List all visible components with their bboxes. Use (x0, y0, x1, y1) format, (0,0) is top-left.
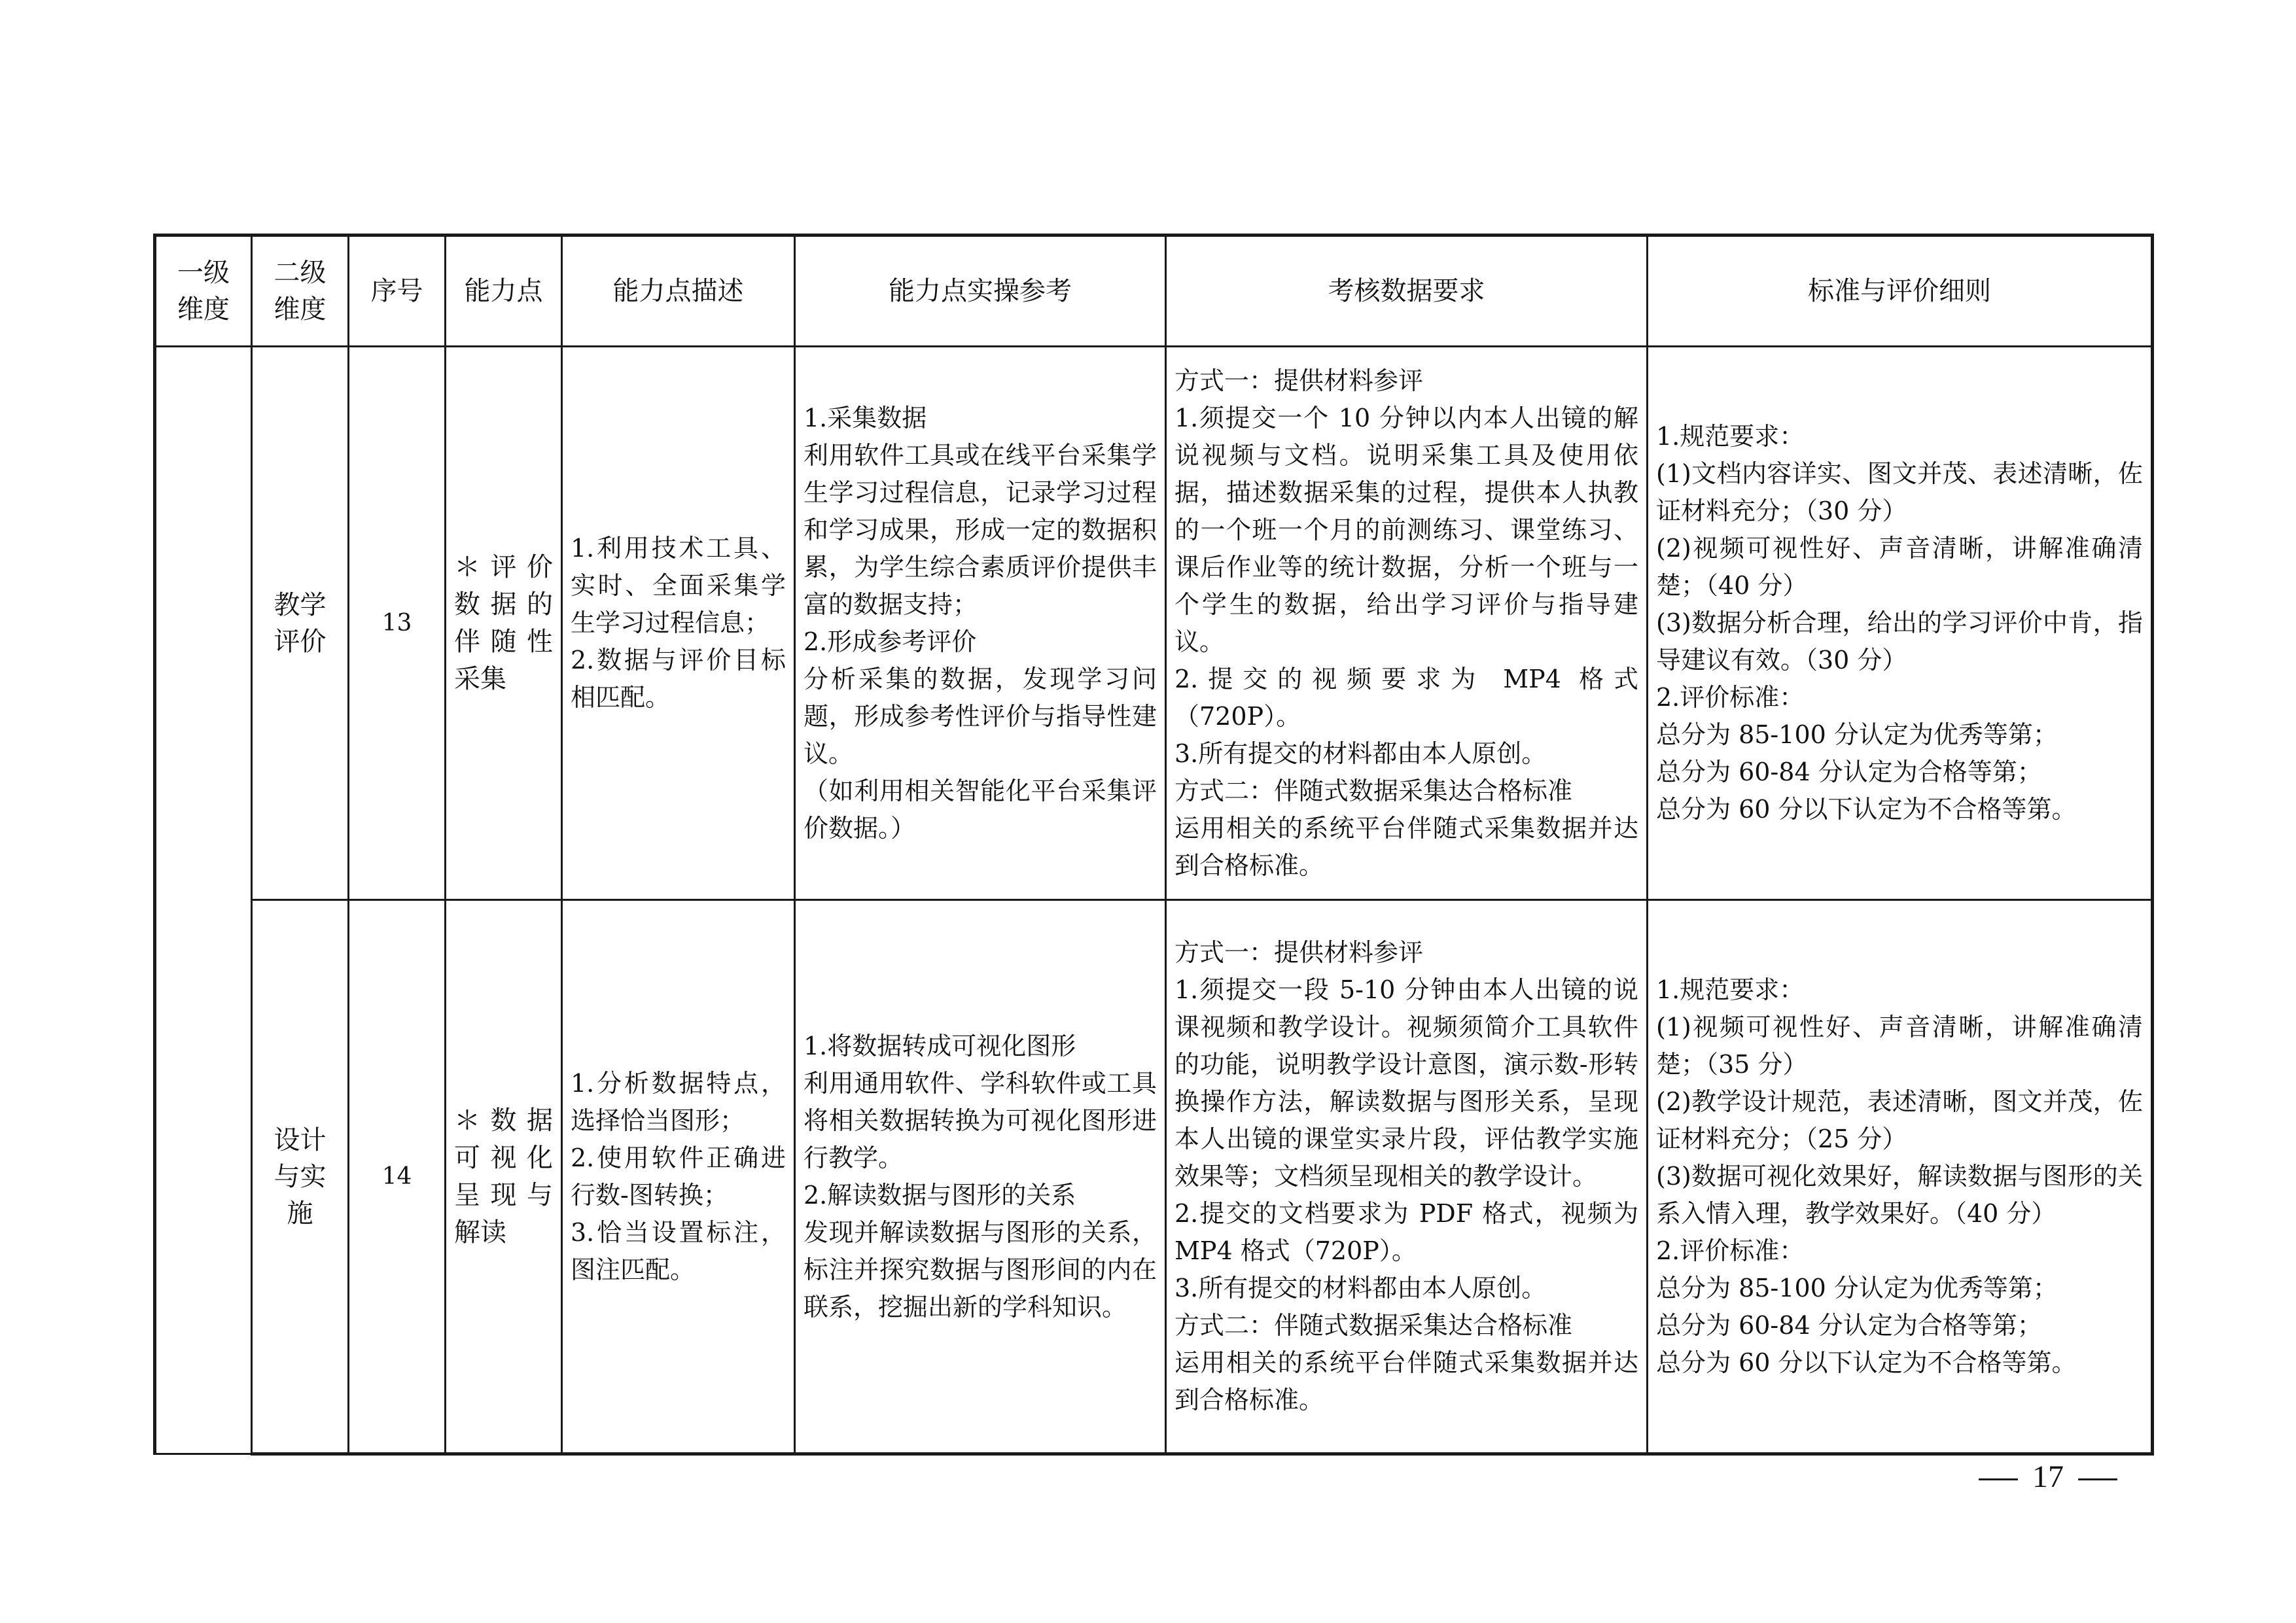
data-requirement-item: 2.提交的视频要求为 MP4 格式（720P）。 (1174, 664, 1638, 731)
criteria-item: 总分为 60-84 分认定为合格等第； (1656, 758, 2042, 786)
data-requirement-item: 运用相关的系统平台伴随式采集数据并达到合格标准。 (1174, 1348, 1638, 1414)
description-item: 1.利用技术工具、实时、全面采集学生学习过程信息； (571, 534, 786, 637)
level1-cell (155, 347, 252, 1454)
criteria-item: 1.规范要求： (1656, 975, 1805, 1004)
data-requirement-item: 运用相关的系统平台伴随式采集数据并达到合格标准。 (1174, 813, 1638, 880)
criteria-item: (3)数据分析合理，给出的学习评价中肯，指导建议有效。（30 分） (1656, 608, 2143, 674)
level2-cell (252, 347, 349, 900)
header-level2-line2: 维度 (274, 294, 327, 324)
header-seq: 序号 (349, 236, 446, 347)
header-level1-line1: 一级 (177, 258, 230, 288)
criteria-cell (1648, 900, 2153, 1454)
data-requirement-item: 3.所有提交的材料都由本人原创。 (1174, 739, 1547, 768)
criteria-item: 2.评价标准： (1656, 1236, 1805, 1265)
header-level1 (155, 236, 252, 347)
criteria-item: (2)教学设计规范，表述清晰，图文并茂，佐证材料充分；（25 分） (1656, 1087, 2143, 1153)
criteria-item: 总分为 60-84 分认定为合格等第； (1656, 1311, 2042, 1340)
description-cell (562, 900, 795, 1454)
data-requirement-item: 方式二：伴随式数据采集达合格标准 (1174, 1311, 1573, 1340)
seq-cell: 13 (349, 347, 446, 900)
criteria-item: 2.评价标准： (1656, 683, 1805, 712)
criteria-item: 总分为 85-100 分认定为优秀等第； (1656, 1274, 2058, 1302)
data-requirement-item: 方式一：提供材料参评 (1174, 938, 1424, 967)
description-item: 3.恰当设置标注，图注匹配。 (571, 1217, 786, 1284)
data-requirement-item: 1.须提交一段 5-10 分钟由本人出镜的说课视频和教学设计。视频须简介工具软件的功能，说明教学设计意图，演示数-形转换操作方法，解读数据与图形关系，呈现本人出镜的课堂实录片段，评估教学实施效果等；文档须呈现相关的教学设计。 (1174, 975, 1638, 1191)
data-requirements-cell (1166, 347, 1648, 900)
data-requirement-item: 1.须提交一个 10 分钟以内本人出镜的解说视频与文档。说明采集工具及使用依据，描述数据采集的过程，提供本人执教的一个班一个月的前测练习、课堂练习、课后作业等的统计数据，分析一个班与一个学生的数据，给出学习评价与指导建议。 (1174, 403, 1638, 656)
page-number (1950, 1457, 2146, 1497)
table-row (155, 347, 2153, 900)
data-requirements-cell (1166, 900, 1648, 1454)
ability-line: 采集 (454, 663, 506, 694)
ability-line: 数据的 (454, 589, 553, 620)
ability-cell (446, 900, 562, 1454)
criteria-item: 1.规范要求： (1656, 422, 1805, 451)
page-number-value: 17 (2032, 1459, 2064, 1494)
description-item: 1.分析数据特点，选择恰当图形； (571, 1068, 786, 1135)
table-row (155, 900, 2153, 1454)
practice-item: 2.解读数据与图形的关系 (804, 1180, 1076, 1210)
header-level2 (252, 236, 349, 347)
criteria-item: 总分为 60 分以下认定为不合格等第。 (1656, 1348, 2077, 1377)
level2-line: 设计 (274, 1125, 327, 1155)
seq-cell: 14 (349, 900, 446, 1454)
header-criteria: 标准与评价细则 (1648, 236, 2153, 347)
practice-item: 利用通用软件、学科软件或工具将相关数据转换为可视化图形进行教学。 (804, 1068, 1157, 1172)
description-cell (562, 347, 795, 900)
ability-line: 伴随性 (454, 626, 553, 657)
criteria-item: (1)文档内容详实、图文并茂、表述清晰，佐证材料充分；（30 分） (1656, 459, 2143, 525)
practice-item: 2.形成参考评价 (804, 627, 977, 656)
practice-item: 1.采集数据 (804, 403, 927, 432)
ability-line: 解读 (454, 1217, 506, 1248)
criteria-cell (1648, 347, 2153, 900)
data-requirement-item: 2.提交的文档要求为 PDF 格式，视频为 MP4 格式（720P）。 (1174, 1199, 1638, 1265)
ability-line: 可视化 (454, 1142, 553, 1173)
header-level1-line2: 维度 (177, 294, 230, 324)
practice-item: （如利用相关智能化平台采集评价数据。） (804, 776, 1157, 843)
criteria-item: (1)视频可视性好、声音清晰，讲解准确清楚；（35 分） (1656, 1013, 2143, 1079)
practice-cell (795, 347, 1166, 900)
header-level2-line1: 二级 (274, 258, 327, 288)
ability-line: ＊评价 (454, 551, 553, 582)
practice-item: 1.将数据转成可视化图形 (804, 1031, 1076, 1060)
description-item: 2.使用软件正确进行数-图转换； (571, 1143, 786, 1210)
header-ability: 能力点 (446, 236, 562, 347)
header-description: 能力点描述 (562, 236, 795, 347)
level2-line: 与实 (274, 1161, 327, 1192)
header-practice: 能力点实操参考 (795, 236, 1166, 347)
level2-line: 教学 (274, 589, 327, 620)
description-item: 2.数据与评价目标相匹配。 (571, 646, 786, 712)
criteria-item: 总分为 85-100 分认定为优秀等第； (1656, 720, 2058, 749)
page-number-dash-left (1979, 1478, 2018, 1480)
data-requirement-item: 方式二：伴随式数据采集达合格标准 (1174, 776, 1573, 805)
practice-item: 利用软件工具或在线平台采集学生学习过程信息，记录学习过程和学习成果，形成一定的数据积累，为学生综合素质评价提供丰富的数据支持； (804, 440, 1157, 619)
header-row (155, 236, 2153, 347)
practice-item: 分析采集的数据，发现学习问题，形成参考性评价与指导性建议。 (804, 664, 1157, 768)
data-requirement-item: 3.所有提交的材料都由本人原创。 (1174, 1274, 1547, 1302)
page-number-dash-right (2078, 1478, 2117, 1480)
ability-cell (446, 347, 562, 900)
criteria-item: (3)数据可视化效果好，解读数据与图形的关系入情入理，教学效果好。（40 分） (1656, 1162, 2143, 1228)
data-requirement-item: 方式一：提供材料参评 (1174, 366, 1424, 395)
level2-line: 施 (287, 1198, 313, 1229)
criteria-item: (2)视频可视性好、声音清晰，讲解准确清楚；（40 分） (1656, 534, 2143, 600)
level2-cell (252, 900, 349, 1454)
practice-item: 发现并解读数据与图形的关系，标注并探究数据与图形间的内在联系，挖掘出新的学科知识。 (804, 1217, 1157, 1321)
level2-line: 评价 (274, 626, 327, 657)
ability-line: 呈现与 (454, 1179, 553, 1210)
assessment-table (153, 234, 2154, 1456)
ability-line: ＊数据 (454, 1105, 553, 1136)
header-data-requirements: 考核数据要求 (1166, 236, 1648, 347)
criteria-item: 总分为 60 分以下认定为不合格等第。 (1656, 795, 2077, 824)
practice-cell (795, 900, 1166, 1454)
